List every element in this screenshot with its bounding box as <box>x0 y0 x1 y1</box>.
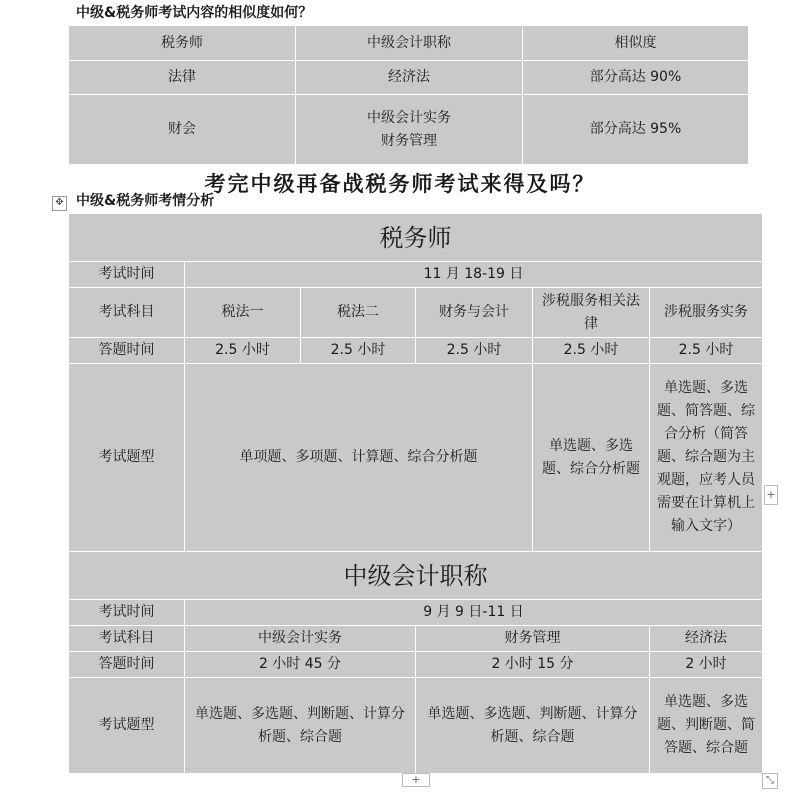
table-cell: 经济法 <box>650 626 763 652</box>
tax-section-title: 税务师 <box>69 214 763 262</box>
table-row <box>69 95 749 165</box>
table-cell: 财务管理 <box>416 626 650 652</box>
table-cell: 2.5 小时 <box>650 338 763 364</box>
table-cell: 2.5 小时 <box>533 338 650 364</box>
header-cell: 税务师 <box>69 26 296 61</box>
table-row <box>69 288 763 338</box>
table-cell: 单选题、多选题、判断题、计算分析题、综合题 <box>416 678 650 774</box>
table-cell: 财会 <box>69 95 296 165</box>
table-cell: 经济法 <box>296 61 523 95</box>
table-cell: 涉税服务实务 <box>650 288 763 338</box>
table-row <box>69 61 749 95</box>
header-cell: 中级会计职称 <box>296 26 523 61</box>
table-cell: 部分高达 90% <box>523 61 749 95</box>
table-cell: 财务与会计 <box>416 288 533 338</box>
comparison-heading: 中级&税务师考试内容的相似度如何？ <box>76 5 313 21</box>
table-cell: 中级会计实务 <box>185 626 416 652</box>
table-cell: 单选题、多选题、简答题、综合分析（简答题、综合题为主观题，应考人员需要在计算机上输入文字） <box>650 364 763 552</box>
table-cell: 9 月 9 日-11 日 <box>185 600 763 626</box>
header-cell: 相似度 <box>523 26 749 61</box>
table-resize-handle-icon[interactable]: ⤡ <box>762 773 778 789</box>
row-label: 答题时间 <box>69 652 185 678</box>
row-label: 考试题型 <box>69 678 185 774</box>
table-cell: 11 月 18-19 日 <box>185 262 763 288</box>
accounting-section-title-row <box>69 552 763 600</box>
row-label: 考试时间 <box>69 262 185 288</box>
table-cell: 涉税服务相关法律 <box>533 288 650 338</box>
table-cell: 法律 <box>69 61 296 95</box>
tax-section-title-row <box>69 214 763 262</box>
table-cell: 单项题、多项题、计算题、综合分析题 <box>185 364 533 552</box>
table-cell: 税法一 <box>185 288 301 338</box>
row-label: 考试时间 <box>69 600 185 626</box>
table-cell: 单选题、多选题、判断题、计算分析题、综合题 <box>185 678 416 774</box>
table-row <box>69 600 763 626</box>
table-row <box>69 652 763 678</box>
accounting-section-title: 中级会计职称 <box>69 552 763 600</box>
analysis-heading: 中级&税务师考情分析 <box>76 193 215 209</box>
page-title: 考完中级再备战税务师考试来得及吗？ <box>204 172 596 196</box>
table-cell: 2 小时 <box>650 652 763 678</box>
table-cell: 2.5 小时 <box>301 338 416 364</box>
row-label: 考试科目 <box>69 626 185 652</box>
table-move-handle-icon[interactable]: ✥ <box>52 196 67 211</box>
table-row <box>69 262 763 288</box>
table-cell: 中级会计实务 财务管理 <box>296 95 523 165</box>
table-cell: 部分高达 95% <box>523 95 749 165</box>
similarity-table <box>68 25 749 165</box>
table-cell: 单选题、多选题、判断题、简答题、综合题 <box>650 678 763 774</box>
table-row <box>69 364 763 552</box>
table-row <box>69 338 763 364</box>
table-cell: 2.5 小时 <box>185 338 301 364</box>
table-cell: 2 小时 45 分 <box>185 652 416 678</box>
table-header-row <box>69 26 749 61</box>
table-row <box>69 678 763 774</box>
row-label: 答题时间 <box>69 338 185 364</box>
row-label: 考试题型 <box>69 364 185 552</box>
add-column-icon[interactable]: + <box>764 485 778 505</box>
row-label: 考试科目 <box>69 288 185 338</box>
exam-analysis-table <box>68 213 763 774</box>
table-cell: 税法二 <box>301 288 416 338</box>
table-row <box>69 626 763 652</box>
table-cell: 单选题、多选题、综合分析题 <box>533 364 650 552</box>
table-cell: 2.5 小时 <box>416 338 533 364</box>
add-row-icon[interactable]: + <box>402 773 430 787</box>
table-cell: 2 小时 15 分 <box>416 652 650 678</box>
